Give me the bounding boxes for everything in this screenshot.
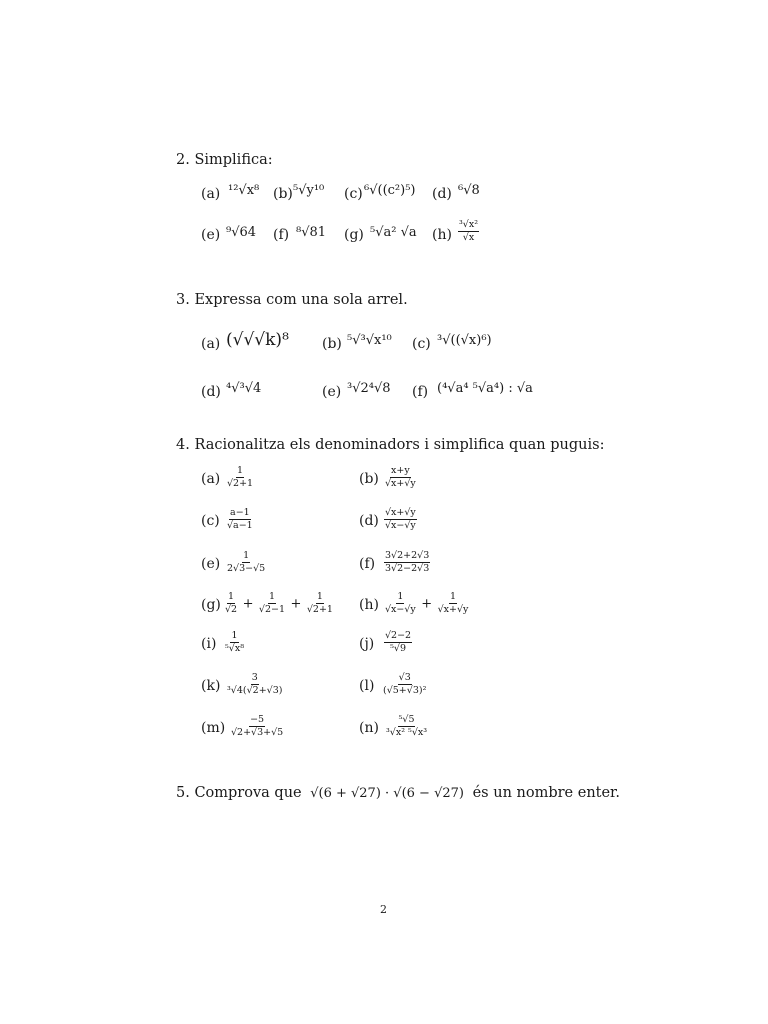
- item-label: (e): [201, 227, 221, 243]
- item-label: (b): [322, 336, 342, 352]
- item-label: (h): [359, 597, 379, 613]
- denominator: ⁵√9: [390, 642, 406, 654]
- section-5-trailer: és un nombre enter.: [472, 785, 621, 801]
- denominator: (√5+√3)²: [383, 684, 427, 696]
- fraction: [384, 466, 417, 489]
- numerator: 1: [268, 591, 275, 602]
- numerator: −5: [250, 714, 265, 725]
- page-number: 2: [380, 903, 387, 916]
- fraction: [226, 673, 283, 696]
- item-label: (m): [201, 720, 226, 736]
- denominator: ⁵√x⁸: [225, 642, 245, 654]
- item-label: (c): [412, 336, 431, 352]
- item-label: (k): [201, 678, 221, 694]
- plus-operator: +: [242, 596, 254, 612]
- formula: (√√√k)⁸: [226, 330, 289, 350]
- fraction: [382, 673, 427, 696]
- fraction: [224, 631, 245, 654]
- section-4-header: 4. Racionalitza els denominadors i simplifica quan puguis:: [176, 437, 605, 453]
- numerator: 1: [397, 591, 404, 602]
- numerator: √2−2: [385, 630, 412, 641]
- denominator: √2+√3+√5: [231, 726, 284, 738]
- denominator: 3√2−2√3: [385, 562, 430, 574]
- item-label: (j): [359, 636, 375, 652]
- numerator: √3: [398, 672, 411, 683]
- formula: ³√2⁴√8: [347, 381, 391, 396]
- denominator: √a−1: [227, 519, 253, 531]
- formula: ⁸√81: [296, 225, 327, 240]
- item-label: (c): [344, 186, 363, 202]
- fraction: [458, 220, 479, 243]
- denominator: ³√x² ⁵√x³: [386, 726, 428, 738]
- denominator: √x: [462, 231, 475, 243]
- denominator: 2√3−√5: [227, 562, 266, 574]
- denominator: ³√4(√2+√3): [227, 684, 283, 696]
- formula: ⁶√8: [458, 183, 480, 198]
- item-label: (b): [273, 186, 293, 202]
- numerator: ³√x²: [459, 219, 479, 230]
- item-label: (n): [359, 720, 379, 736]
- numerator: x+y: [391, 465, 410, 476]
- item-label: (i): [201, 636, 217, 652]
- formula: ³√((√x)⁶): [437, 333, 492, 348]
- item-label: (f): [273, 227, 290, 243]
- fraction: [226, 466, 254, 489]
- denominator: √2: [225, 603, 238, 615]
- fraction: [384, 631, 412, 654]
- section-5-lead: 5. Comprova que: [176, 785, 302, 801]
- formula: ⁵√³√x¹⁰: [347, 333, 392, 348]
- section-3-header: 3. Expressa com una sola arrel.: [176, 292, 408, 308]
- numerator: 3: [251, 672, 258, 683]
- formula: ⁹√64: [226, 225, 257, 240]
- item-label: (f): [359, 556, 376, 572]
- item-label: (a): [201, 186, 221, 202]
- denominator: √x−√y: [385, 519, 416, 531]
- denominator: √x+√y: [437, 603, 469, 615]
- item-label: (l): [359, 678, 375, 694]
- denominator: √x−√y: [385, 603, 416, 615]
- denominator: √x+√y: [385, 477, 416, 489]
- item-label: (b): [359, 471, 379, 487]
- numerator: a−1: [230, 507, 250, 518]
- section-5-header: [176, 785, 620, 801]
- denominator: √2+1: [306, 603, 333, 615]
- item-label: (e): [201, 556, 221, 572]
- numerator: 1: [449, 591, 457, 602]
- fraction: [226, 508, 254, 531]
- numerator: 3√2+2√3: [385, 550, 430, 561]
- numerator: 1: [237, 465, 244, 476]
- item-label: (h): [432, 227, 452, 243]
- numerator: 1: [231, 630, 238, 641]
- fraction: [384, 551, 430, 574]
- fraction: [385, 715, 428, 738]
- formula: (⁴√a⁴ ⁵√a⁴) : √a: [437, 381, 533, 396]
- item-label: (a): [201, 471, 221, 487]
- fraction: [226, 551, 266, 574]
- item-label: (c): [201, 513, 220, 529]
- denominator: √2−1: [258, 603, 286, 615]
- fraction: [230, 715, 284, 738]
- denominator: √2+1: [227, 477, 254, 489]
- formula: √(6 + √27) · √(6 − √27): [310, 786, 464, 801]
- item-label: (g): [201, 597, 221, 613]
- formula: ⁵√a² √a: [370, 225, 417, 240]
- fraction-sum: [224, 592, 334, 615]
- numerator: √x+√y: [385, 507, 416, 518]
- formula: ¹²√x⁸: [228, 183, 260, 198]
- section-2-header: 2. Simplifica:: [176, 152, 273, 168]
- formula: ⁶√((c²)⁵): [364, 183, 416, 198]
- numerator: 1: [243, 550, 250, 561]
- formula: ⁴√³√4: [226, 381, 262, 396]
- item-label: (a): [201, 336, 221, 352]
- numerator: 1: [316, 591, 323, 602]
- item-label: (g): [344, 227, 364, 243]
- formula: ⁵√y¹⁰: [293, 183, 325, 198]
- numerator: ⁵√5: [398, 714, 415, 725]
- item-label: (d): [432, 186, 452, 202]
- plus-operator: +: [421, 596, 433, 612]
- item-label: (d): [201, 384, 221, 400]
- fraction: [384, 508, 417, 531]
- fraction-sum: [384, 592, 469, 615]
- numerator: 1: [228, 591, 235, 602]
- item-label: (e): [322, 384, 342, 400]
- plus-operator: +: [290, 596, 302, 612]
- item-label: (d): [359, 513, 379, 529]
- item-label: (f): [412, 384, 429, 400]
